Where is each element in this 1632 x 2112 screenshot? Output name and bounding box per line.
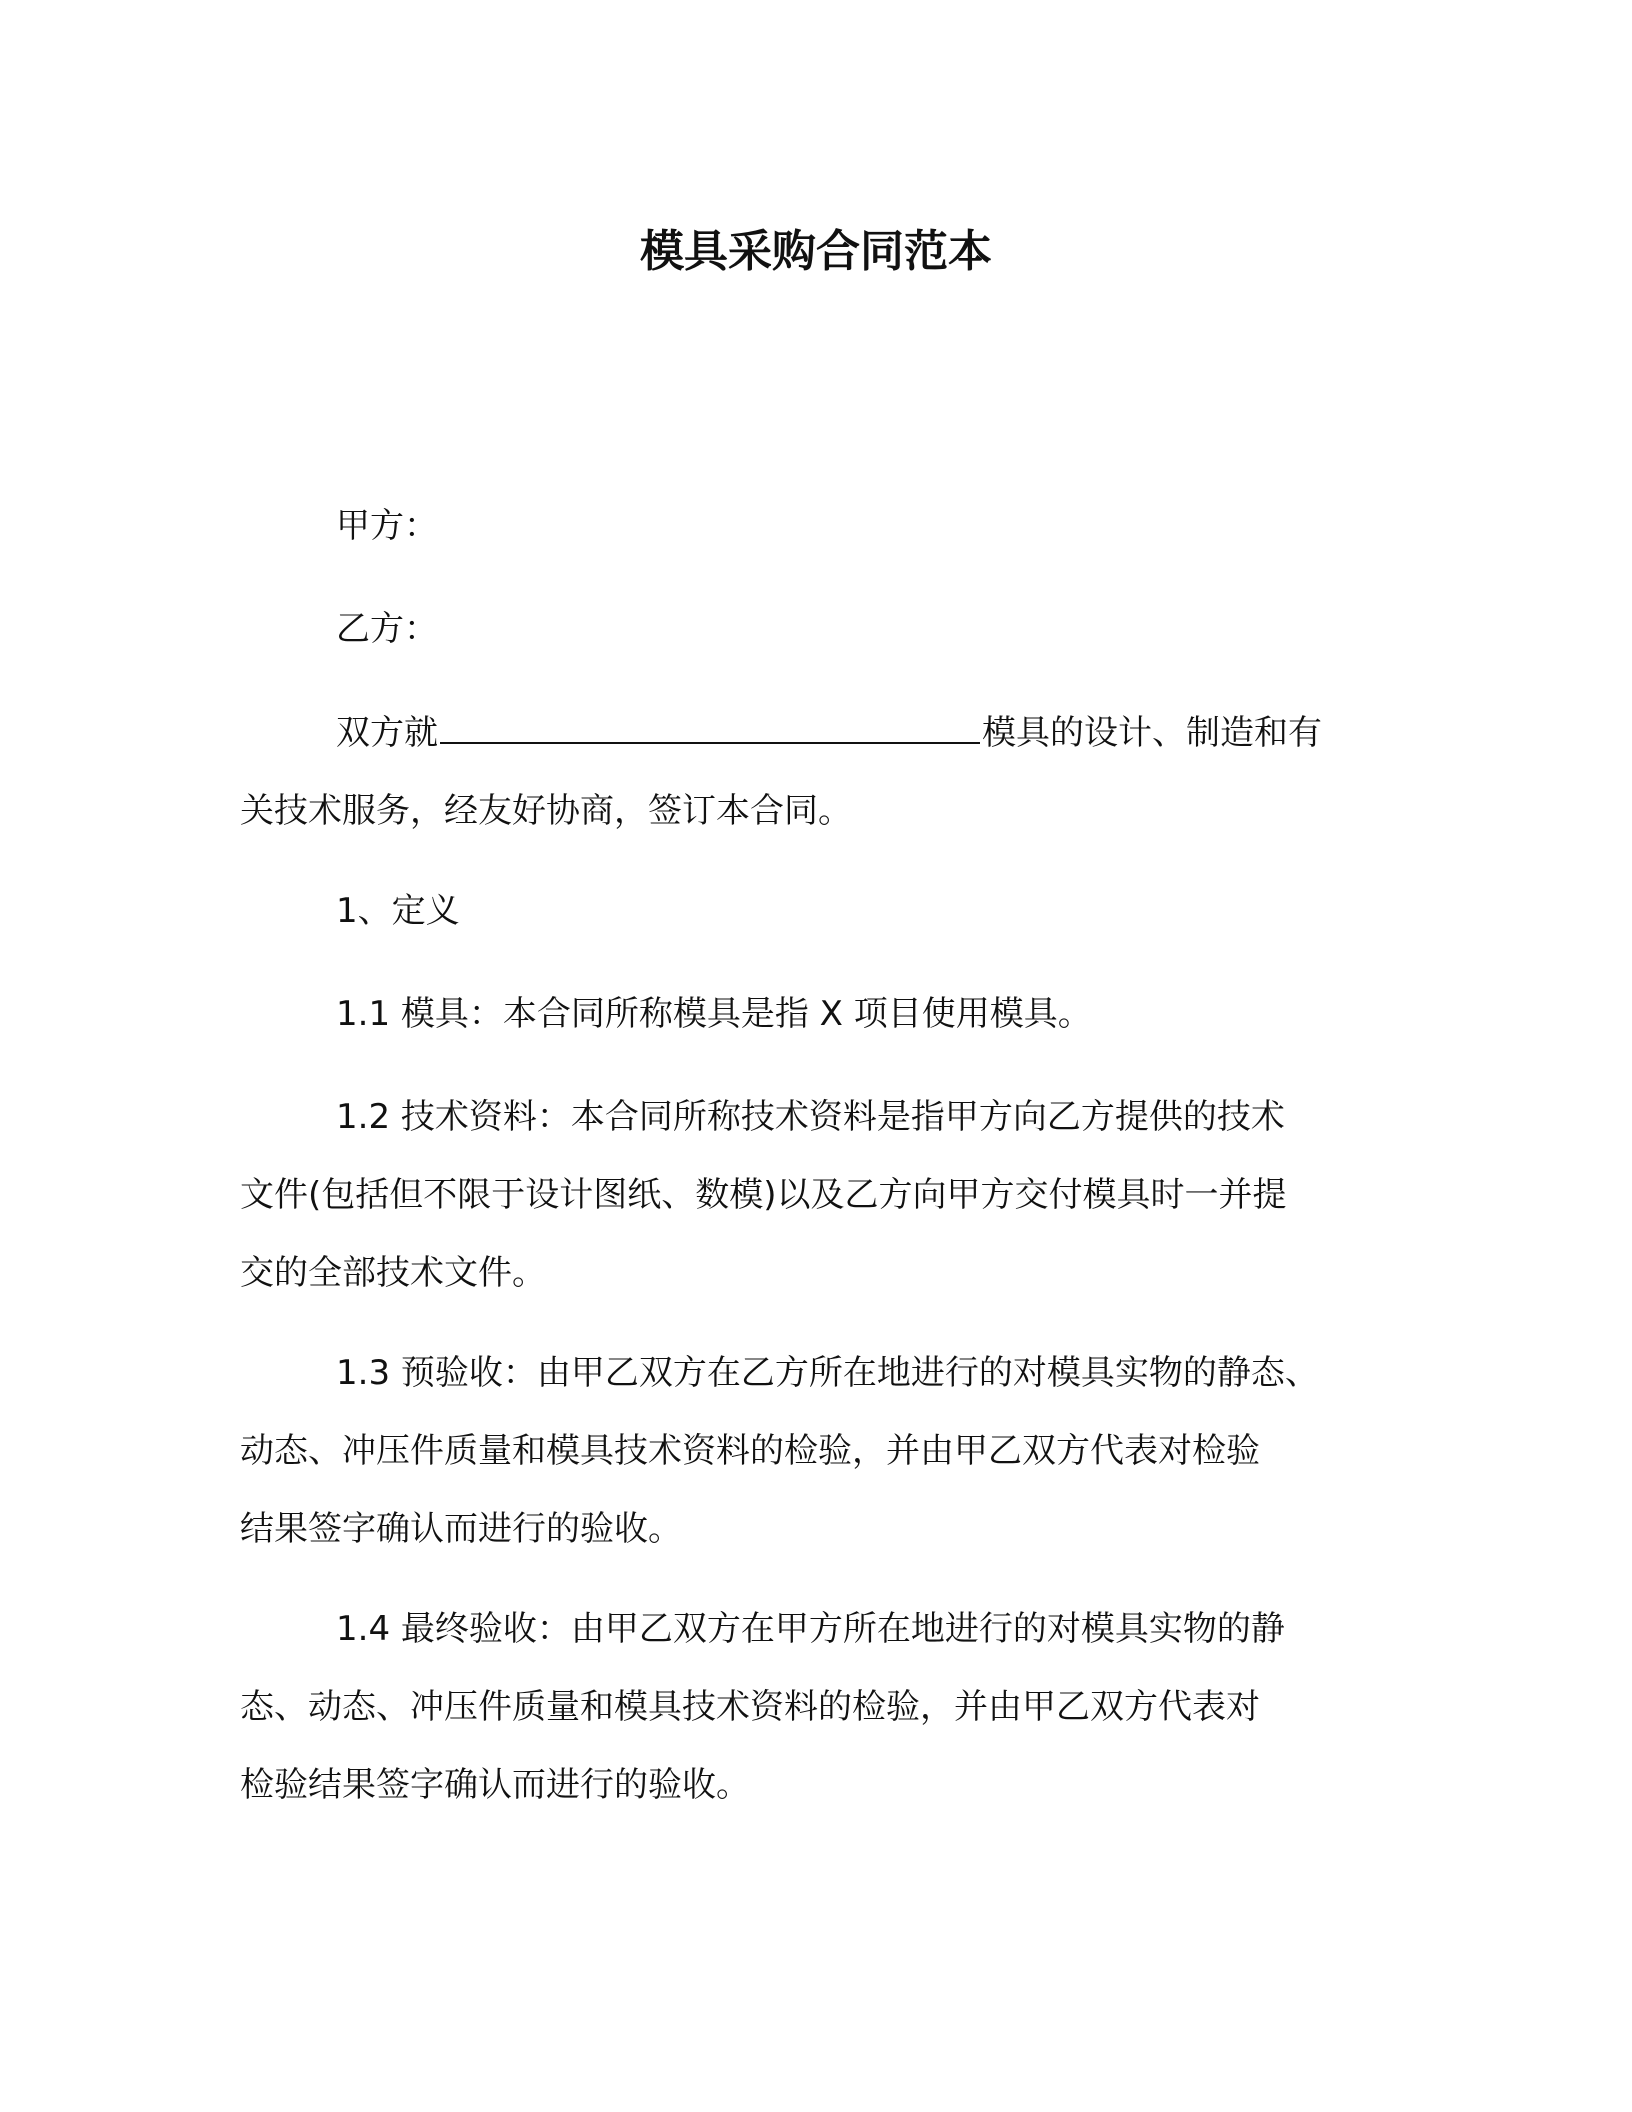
intro-after-blank: 模具的设计、制造和有 [982,713,1322,753]
section-1-heading [240,872,1400,950]
clause-1-2-line-3: 交的全部技术文件。 [240,1253,546,1293]
clause-1-4-line-2: 态、动态、冲压件质量和模具技术资料的检验，并由甲乙双方代表对 [240,1687,1260,1727]
clause-1-2 [240,1078,1400,1312]
clause-1-3 [240,1334,1400,1568]
party-a-text: 甲方： [336,506,438,546]
party-a-label [240,487,1400,565]
clause-1-3-line-1: 1.3 预验收：由甲乙双方在乙方所在地进行的对模具实物的静态、 [336,1353,1319,1393]
clause-1-2-line-2: 文件(包括但不限于设计图纸、数模)以及乙方向甲方交付模具时一并提 [240,1175,1287,1215]
project-name-blank [440,712,980,744]
intro-line-1 [240,694,1400,772]
clause-1-3-line-3: 结果签字确认而进行的验收。 [240,1509,682,1549]
clause-1-4-line-3: 检验结果签字确认而进行的验收。 [240,1765,750,1805]
party-b-label [240,590,1400,668]
section-1-heading-text: 1、定义 [336,891,460,931]
intro-paragraph [240,694,1400,850]
intro-line-2: 关技术服务，经友好协商，签订本合同。 [240,791,852,831]
party-b-text: 乙方： [336,609,438,649]
clause-1-3-line-2: 动态、冲压件质量和模具技术资料的检验，并由甲乙双方代表对检验 [240,1431,1260,1471]
clause-1-1 [240,975,1400,1053]
clause-1-4 [240,1590,1400,1824]
clause-1-1-text: 1.1 模具：本合同所称模具是指 X 项目使用模具。 [336,994,1092,1034]
clause-1-2-line-1: 1.2 技术资料：本合同所称技术资料是指甲方向乙方提供的技术 [336,1097,1285,1137]
clause-1-4-line-1: 1.4 最终验收：由甲乙双方在甲方所在地进行的对模具实物的静 [336,1609,1285,1649]
document-title: 模具采购合同范本 [640,226,992,277]
intro-before-blank: 双方就 [336,713,438,753]
